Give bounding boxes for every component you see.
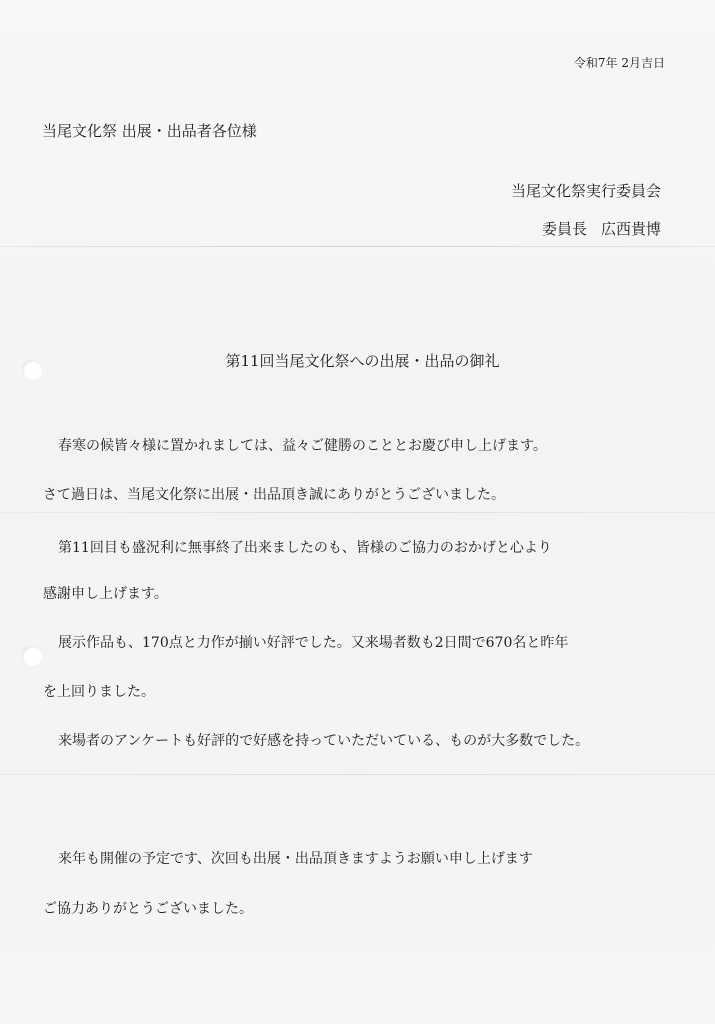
punch-hole: [22, 646, 42, 666]
body-line: 来場者のアンケートも好評的で好感を持っていただいている、ものが大多数でした。: [58, 733, 590, 749]
sender-name: 広西貴博: [600, 220, 661, 238]
sender-signature: [542, 220, 661, 238]
paper-fold-line: [0, 246, 715, 247]
body-line: ご協力ありがとうございました。: [43, 901, 253, 917]
sender-title: 委員長: [541, 220, 587, 238]
body-line: 感謝申し上げます。: [43, 586, 168, 602]
body-line: を上回りました。: [43, 684, 155, 700]
paper-fold-line: [0, 512, 715, 513]
sender-organization: 当尾文化祭実行委員会: [510, 182, 661, 200]
letter-heading: 第11回当尾文化祭への出展・出品の御礼: [225, 352, 500, 370]
body-line: 第11回目も盛況利に無事終了出来ましたのも、皆様のご協力のおかげと心より: [58, 540, 552, 556]
letter-date: 令和7年 2月吉日: [573, 56, 665, 70]
body-line: 展示作品も、170点と力作が揃い好評でした。又来場者数も2日間で670名と昨年: [58, 635, 569, 651]
body-line: 来年も開催の予定です、次回も出展・出品頂きますようお願い申し上げます: [58, 851, 533, 867]
body-line: 春寒の候皆々様に置かれましては、益々ご健勝のこととお慶び申し上げます。: [58, 438, 547, 454]
letter-recipient: 当尾文化祭 出展・出品者各位様: [42, 122, 257, 140]
paper-fold-line: [0, 774, 715, 775]
body-line: さて過日は、当尾文化祭に出展・出品頂き誠にありがとうございました。: [43, 487, 505, 503]
